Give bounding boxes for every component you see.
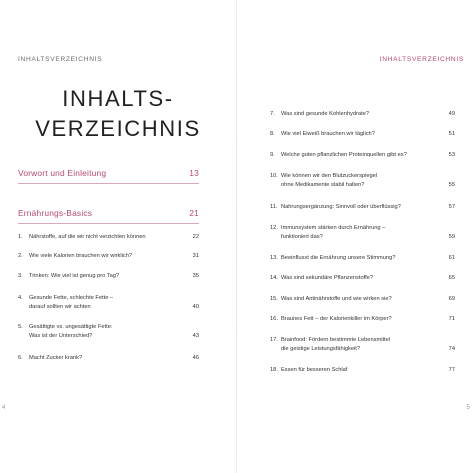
entry-title: Was sind gesunde Kohlenhydrate? bbox=[281, 111, 370, 117]
entry-number: 16. bbox=[270, 316, 278, 322]
toc-entry[interactable] bbox=[18, 233, 199, 242]
entry-number: 18. bbox=[270, 367, 278, 373]
entry-number: 14. bbox=[270, 275, 278, 281]
entry-number: 11. bbox=[270, 204, 278, 210]
entry-page-number: 51 bbox=[448, 131, 455, 137]
section-divider bbox=[18, 223, 199, 224]
toc-entry[interactable] bbox=[18, 272, 199, 281]
entry-page-number: 61 bbox=[448, 255, 455, 261]
section-heading-vorwort[interactable] bbox=[18, 168, 199, 178]
toc-entry[interactable] bbox=[270, 130, 455, 139]
entry-page-number: 71 bbox=[448, 316, 455, 322]
entry-number: 8. bbox=[270, 131, 275, 137]
entry-title: Trinken: Wie viel ist genug pro Tag? bbox=[29, 273, 120, 279]
entry-number: 12. bbox=[270, 225, 278, 231]
entry-title: Immunsystem stärken durch Ernährung – funktioniert das? bbox=[281, 225, 386, 240]
entry-number: 7. bbox=[270, 111, 275, 117]
right-page bbox=[237, 0, 473, 473]
section-label: Vorwort und Einleitung bbox=[18, 168, 107, 178]
entry-title: Gesunde Fette, schlechte Fette – darauf sollten wir achten bbox=[29, 295, 114, 310]
entry-page-number: 53 bbox=[448, 152, 455, 158]
entry-page-number: 77 bbox=[448, 367, 455, 373]
entry-number: 17. bbox=[270, 337, 278, 343]
entry-title: Essen für besseren Schlaf bbox=[281, 367, 348, 373]
entry-page-number: 49 bbox=[448, 111, 455, 117]
entry-page-number: 69 bbox=[448, 296, 455, 302]
entry-title: Braunes Fett – der Kalorienkiller im Körper? bbox=[281, 316, 392, 322]
page-number-left: 4 bbox=[2, 405, 6, 411]
section-page-number: 21 bbox=[189, 208, 199, 218]
toc-entry[interactable] bbox=[18, 294, 199, 312]
section-divider bbox=[18, 183, 199, 184]
entry-page-number: 31 bbox=[192, 253, 199, 259]
section-label: Ernährungs-Basics bbox=[18, 208, 93, 218]
entry-title: Gesättigte vs. ungesättigte Fette: Was ist der Unterschied? bbox=[29, 324, 113, 339]
toc-entry[interactable] bbox=[270, 224, 455, 242]
page-title bbox=[0, 84, 236, 144]
entry-page-number: 46 bbox=[192, 355, 199, 361]
entry-number: 2. bbox=[18, 253, 23, 259]
entry-number: 1. bbox=[18, 234, 23, 240]
entry-page-number: 57 bbox=[448, 204, 455, 210]
running-head-right: INHALTSVERZEICHNIS bbox=[379, 56, 464, 63]
toc-entry[interactable] bbox=[270, 203, 455, 212]
toc-entry[interactable] bbox=[270, 254, 455, 263]
entry-title: Wie viel Eiweiß brauchen wir täglich? bbox=[281, 131, 375, 137]
entry-title: Welche guten pflanzlichen Proteinquellen gibt es? bbox=[281, 152, 407, 158]
entry-page-number: 40 bbox=[192, 304, 199, 310]
entry-title: Beeinflusst die Ernährung unsere Stimmung? bbox=[281, 255, 396, 261]
entry-page-number: 55 bbox=[448, 182, 455, 188]
toc-entry[interactable] bbox=[270, 151, 455, 160]
section-page-number: 13 bbox=[189, 168, 199, 178]
entry-page-number: 74 bbox=[448, 346, 455, 352]
toc-entry[interactable] bbox=[270, 295, 455, 304]
entry-page-number: 43 bbox=[192, 333, 199, 339]
toc-entry[interactable] bbox=[270, 110, 455, 119]
entry-page-number: 65 bbox=[448, 275, 455, 281]
entry-number: 6. bbox=[18, 355, 23, 361]
entry-title: Was sind Antinährstoffe und wie wirken sie? bbox=[281, 296, 392, 302]
toc-entry[interactable] bbox=[18, 252, 199, 261]
entry-title: Nährstoffe, auf die wir nicht verzichten können bbox=[29, 234, 146, 240]
left-page bbox=[0, 0, 236, 473]
entry-title: Wie können wir den Blutzuckerspiegel ohne Medikamente stabil halten? bbox=[281, 173, 378, 188]
title-line-2: VERZEICHNIS bbox=[35, 116, 201, 141]
entry-title: Nahrungsergänzung: Sinnvoll oder überflüssig? bbox=[281, 204, 401, 210]
entry-number: 15. bbox=[270, 296, 278, 302]
entry-number: 10. bbox=[270, 173, 278, 179]
toc-entry[interactable] bbox=[270, 315, 455, 324]
entry-number: 5. bbox=[18, 324, 23, 330]
entry-page-number: 35 bbox=[192, 273, 199, 279]
entry-number: 9. bbox=[270, 152, 275, 158]
entry-title: Macht Zucker krank? bbox=[29, 355, 83, 361]
toc-entry[interactable] bbox=[270, 274, 455, 283]
title-line-1: INHALTS- bbox=[62, 86, 174, 111]
toc-entry[interactable] bbox=[270, 172, 455, 190]
entry-number: 13. bbox=[270, 255, 278, 261]
entry-number: 4. bbox=[18, 295, 23, 301]
entry-title: Was sind sekundäre Pflanzenstoffe? bbox=[281, 275, 374, 281]
toc-entry[interactable] bbox=[18, 323, 199, 341]
entry-page-number: 22 bbox=[192, 234, 199, 240]
toc-entry[interactable] bbox=[270, 366, 455, 375]
entry-number: 3. bbox=[18, 273, 23, 279]
entry-title: Brainfood: Fördern bestimmte Lebensmittel die geistige Leistungsfähigkeit? bbox=[281, 337, 391, 352]
entry-page-number: 59 bbox=[448, 234, 455, 240]
toc-entry[interactable] bbox=[270, 336, 455, 354]
entry-title: Wie viele Kalorien brauchen wir wirklich? bbox=[29, 253, 133, 259]
toc-entry[interactable] bbox=[18, 354, 199, 363]
running-head-left: INHALTSVERZEICHNIS bbox=[18, 56, 103, 63]
page-number-right: 5 bbox=[466, 405, 470, 411]
section-heading-ernaehrungs-basics[interactable] bbox=[18, 208, 199, 218]
